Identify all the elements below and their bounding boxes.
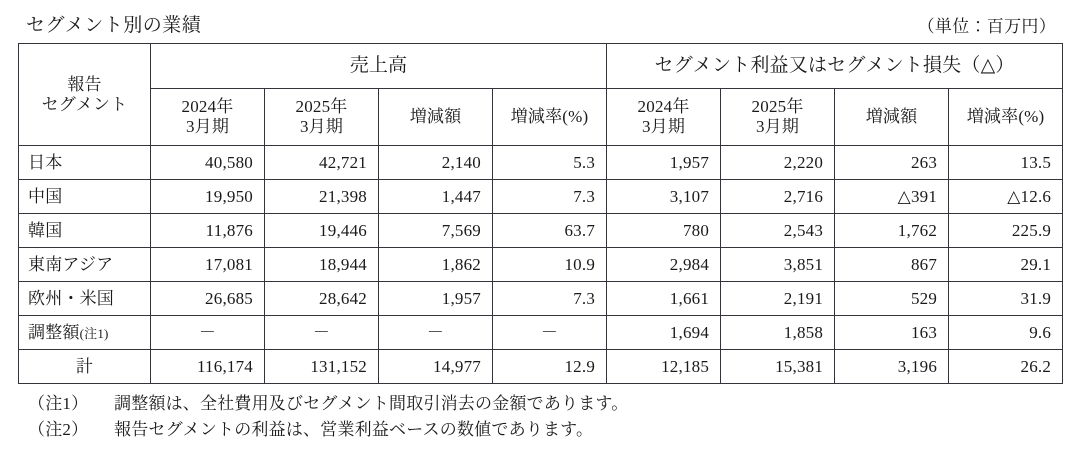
cell-sales_2024: 11,876 <box>151 214 265 248</box>
table-row <box>19 282 1063 316</box>
cell-sales_2025: 21,398 <box>265 180 379 214</box>
row-label-調整額 <box>19 316 151 350</box>
cell-profit_rate: 225.9 <box>949 214 1063 248</box>
table-row <box>19 146 1063 180</box>
cell-sales_2025: 42,721 <box>265 146 379 180</box>
cell-profit_diff: 3,196 <box>835 350 949 384</box>
cell-profit_rate: 26.2 <box>949 350 1063 384</box>
col-header-segment-line1: 報告 <box>67 74 102 94</box>
row-label-text: 調整額 <box>28 322 80 342</box>
cell-profit_rate: 29.1 <box>949 248 1063 282</box>
cell-profit_2025: 15,381 <box>721 350 835 384</box>
cell-profit_diff: 163 <box>835 316 949 350</box>
cell-profit_2025: 1,858 <box>721 316 835 350</box>
cell-profit_diff: △391 <box>835 180 949 214</box>
row-label-text: 計 <box>75 356 94 376</box>
cell-profit_diff: 263 <box>835 146 949 180</box>
cell-sales_2024: － <box>151 316 265 350</box>
col-header-profit-diff: 増減額 <box>835 89 949 146</box>
cell-profit_2024: 780 <box>607 214 721 248</box>
page-title: セグメント別の業績 <box>26 15 202 36</box>
row-label-日本 <box>19 146 151 180</box>
cell-profit_2024: 1,957 <box>607 146 721 180</box>
row-label-東南アジア <box>19 248 151 282</box>
document-header <box>18 10 1062 43</box>
col-header-profit-2024-line1: 2024年 <box>637 97 690 117</box>
note-text: 調整額は、全社費用及びセグメント間取引消去の金額であります。 <box>114 394 629 413</box>
unit-note: （単位：百万円） <box>917 17 1056 36</box>
col-header-segment-line2: セグメント <box>41 94 128 114</box>
cell-sales_rate: 10.9 <box>493 248 607 282</box>
table-body <box>19 146 1063 384</box>
cell-sales_diff: 1,957 <box>379 282 493 316</box>
cell-sales_rate: 5.3 <box>493 146 607 180</box>
cell-profit_rate: △12.6 <box>949 180 1063 214</box>
cell-sales_rate: 7.3 <box>493 282 607 316</box>
cell-sales_2025: 19,446 <box>265 214 379 248</box>
group-header-sales: 売上高 <box>151 44 607 89</box>
cell-profit_2024: 1,694 <box>607 316 721 350</box>
col-header-sales-2024-line1: 2024年 <box>181 97 234 117</box>
note-text: 報告セグメントの利益は、営業利益ベースの数値であります。 <box>114 420 594 440</box>
cell-sales_diff: 2,140 <box>379 146 493 180</box>
col-header-sales-2025 <box>265 89 379 146</box>
table-row <box>19 214 1063 248</box>
cell-profit_2025: 3,851 <box>721 248 835 282</box>
cell-profit_2025: 2,716 <box>721 180 835 214</box>
col-header-profit-2025-line2: 3月期 <box>755 117 800 136</box>
table-row <box>19 180 1063 214</box>
cell-sales_diff: 1,447 <box>379 180 493 214</box>
segment-results-table <box>18 43 1063 384</box>
table-row <box>19 248 1063 282</box>
group-header-blank <box>19 44 151 146</box>
col-header-sales-rate: 増減率(%) <box>493 89 607 146</box>
cell-sales_2025: － <box>265 316 379 350</box>
cell-profit_rate: 31.9 <box>949 282 1063 316</box>
cell-profit_diff: 1,762 <box>835 214 949 248</box>
cell-sales_2024: 17,081 <box>151 248 265 282</box>
table-head <box>19 44 1063 146</box>
cell-profit_2025: 2,220 <box>721 146 835 180</box>
column-header-row <box>19 89 1063 146</box>
col-header-profit-2025-line1: 2025年 <box>751 97 804 117</box>
row-label-text: 韓国 <box>28 220 63 240</box>
cell-profit_2025: 2,191 <box>721 282 835 316</box>
cell-sales_2025: 28,642 <box>265 282 379 316</box>
cell-sales_rate: 63.7 <box>493 214 607 248</box>
cell-sales_rate: － <box>493 316 607 350</box>
col-header-sales-2024-line2: 3月期 <box>185 117 230 136</box>
col-header-profit-2024-line2: 3月期 <box>641 117 686 136</box>
cell-sales_2024: 116,174 <box>151 350 265 384</box>
note-label: （注2） <box>28 420 89 440</box>
cell-sales_rate: 7.3 <box>493 180 607 214</box>
cell-sales_diff: 7,569 <box>379 214 493 248</box>
note-label: （注1） <box>28 394 89 413</box>
cell-sales_diff: 14,977 <box>379 350 493 384</box>
col-header-profit-rate: 増減率(%) <box>949 89 1063 146</box>
row-label-text: 欧州・米国 <box>28 288 114 308</box>
cell-profit_2025: 2,543 <box>721 214 835 248</box>
cell-sales_2025: 131,152 <box>265 350 379 384</box>
row-label-中国 <box>19 180 151 214</box>
cell-sales_diff: － <box>379 316 493 350</box>
cell-sales_2024: 40,580 <box>151 146 265 180</box>
col-header-sales-2025-line2: 3月期 <box>299 117 344 136</box>
cell-profit_rate: 9.6 <box>949 316 1063 350</box>
col-header-sales-2024 <box>151 89 265 146</box>
row-label-text: 中国 <box>28 186 63 206</box>
row-label-計 <box>19 350 151 384</box>
col-header-profit-2025 <box>721 89 835 146</box>
cell-profit_2024: 1,661 <box>607 282 721 316</box>
table-row <box>19 316 1063 350</box>
cell-profit_2024: 12,185 <box>607 350 721 384</box>
row-label-text: 東南アジア <box>28 254 114 274</box>
col-header-sales-diff: 増減額 <box>379 89 493 146</box>
row-label-text: 日本 <box>28 152 63 172</box>
cell-sales_rate: 12.9 <box>493 350 607 384</box>
col-header-sales-2025-line1: 2025年 <box>295 97 348 117</box>
cell-profit_diff: 867 <box>835 248 949 282</box>
cell-profit_rate: 13.5 <box>949 146 1063 180</box>
col-header-profit-2024 <box>607 89 721 146</box>
cell-sales_diff: 1,862 <box>379 248 493 282</box>
cell-profit_diff: 529 <box>835 282 949 316</box>
cell-profit_2024: 2,984 <box>607 248 721 282</box>
cell-sales_2024: 26,685 <box>151 282 265 316</box>
row-label-note-ref: (注1) <box>79 325 109 341</box>
group-header-profit: セグメント利益又はセグメント損失（△） <box>607 44 1063 89</box>
note-line <box>28 417 1062 443</box>
table-row <box>19 350 1063 384</box>
row-label-韓国 <box>19 214 151 248</box>
cell-sales_2025: 18,944 <box>265 248 379 282</box>
note-line <box>28 391 1062 417</box>
group-header-row <box>19 44 1063 89</box>
row-label-欧州・米国 <box>19 282 151 316</box>
cell-sales_2024: 19,950 <box>151 180 265 214</box>
cell-profit_2024: 3,107 <box>607 180 721 214</box>
table-notes <box>18 391 1062 444</box>
